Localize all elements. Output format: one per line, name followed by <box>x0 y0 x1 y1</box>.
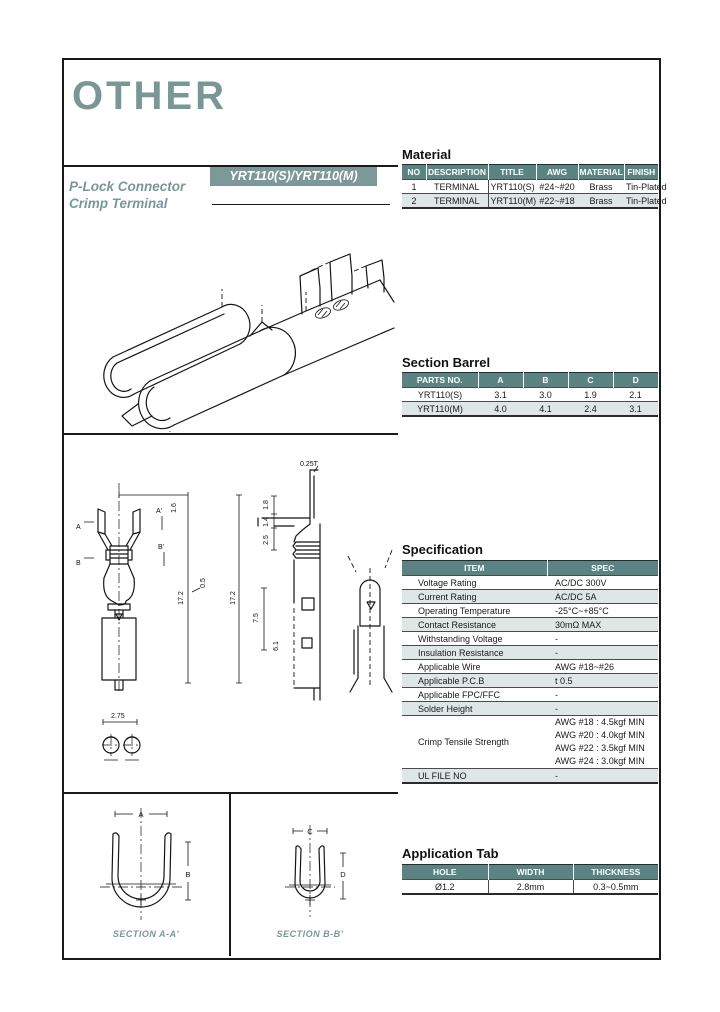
material-header-row <box>402 165 658 180</box>
section-bb-height-letter: D <box>340 870 346 879</box>
material-header-awg: AWG <box>536 165 578 180</box>
cell: YRT110(S) <box>488 180 536 194</box>
section-mark-b-prime: B' <box>158 544 165 551</box>
spec-item: Solder Height <box>402 702 547 716</box>
apptab-header-row <box>402 865 658 880</box>
material-header-material: MATERIAL <box>578 165 624 180</box>
barrel-header-b: B <box>523 373 568 388</box>
part-underline <box>212 204 390 205</box>
spec-item: Applicable FPC/FFC <box>402 688 547 702</box>
cell: 3.1 <box>478 388 523 402</box>
specification-title: Specification <box>402 542 483 557</box>
spec-value: AC/DC 5A <box>547 590 658 604</box>
spec-item: Operating Temperature <box>402 604 547 618</box>
cell: Brass <box>578 180 624 194</box>
spec-row <box>402 604 658 618</box>
spec-value-line: AWG #20 : 4.0kgf MIN <box>555 730 645 740</box>
section-aa-width-letter: A <box>138 810 144 819</box>
barrel-header-d: D <box>613 373 658 388</box>
spec-row <box>402 716 658 769</box>
cell: 2 <box>402 194 426 209</box>
spec-item: UL FILE NO <box>402 769 547 784</box>
spec-value: - <box>547 646 658 660</box>
specification-table <box>402 560 658 784</box>
cell: Tin-Plated <box>624 194 658 209</box>
apptab-row <box>402 880 658 895</box>
section-bb-dims <box>289 828 346 905</box>
spec-row <box>402 674 658 688</box>
product-subtitle <box>69 178 185 212</box>
cell: 1 <box>402 180 426 194</box>
spec-value-line: AWG #24 : 3.0kgf MIN <box>555 756 645 766</box>
category-title: OTHER <box>72 74 227 118</box>
cell: #24~#20 <box>536 180 578 194</box>
apptab-header-hole: HOLE <box>402 865 488 880</box>
section-mark-b: B <box>76 560 81 567</box>
section-bb-label: SECTION B-B' <box>276 929 344 939</box>
apptab-header-width: WIDTH <box>488 865 573 880</box>
spec-item: Voltage Rating <box>402 576 547 590</box>
side-length-dim: 17.2 <box>230 591 237 605</box>
spec-value-line: AWG #22 : 3.5kgf MIN <box>555 743 645 753</box>
dimensioned-views-drawing <box>62 438 398 790</box>
section-aa-shape <box>112 833 171 907</box>
barrel-header-c: C <box>568 373 613 388</box>
spec-item: Crimp Tensile Strength <box>402 716 547 769</box>
spec-row <box>402 769 658 784</box>
cell: Ø1.2 <box>402 880 488 895</box>
crimp-detail-dim: 2.75 <box>111 713 125 720</box>
cell: 0.3~0.5mm <box>573 880 658 895</box>
apptab-header-thickness: THICKNESS <box>573 865 658 880</box>
isometric-terminal-drawing <box>64 218 396 432</box>
spec-value: - <box>547 688 658 702</box>
side-dim-3: 2.5 <box>263 535 270 545</box>
spec-row <box>402 618 658 632</box>
section-aa-height-letter: B <box>185 870 191 879</box>
cell: YRT110(M) <box>402 402 478 417</box>
cell: 3.0 <box>523 388 568 402</box>
front-width-dim: 1.6 <box>171 503 178 513</box>
spec-item: Applicable P.C.B <box>402 674 547 688</box>
spec-value: 30mΩ MAX <box>547 618 658 632</box>
cell: 2.4 <box>568 402 613 417</box>
section-mark-a-prime: A' <box>156 508 163 515</box>
material-header-no: NO <box>402 165 426 180</box>
spec-row <box>402 632 658 646</box>
spec-header-spec: SPEC <box>547 561 658 576</box>
section-aa-label: SECTION A-A' <box>112 929 180 939</box>
spec-value: - <box>547 769 658 784</box>
material-row <box>402 194 658 209</box>
cell: 2.1 <box>613 388 658 402</box>
application-tab-title: Application Tab <box>402 846 499 861</box>
spec-item: Applicable Wire <box>402 660 547 674</box>
cell: TERMINAL <box>426 194 488 209</box>
cell: 2.8mm <box>488 880 573 895</box>
spec-value: - <box>547 702 658 716</box>
side-dim-2: 1.4 <box>263 517 270 527</box>
front-aux-dim: 0.5 <box>200 578 207 588</box>
section-bb-width-letter: C <box>307 827 313 836</box>
section-mark-a: A <box>76 524 81 531</box>
spec-value: AC/DC 300V <box>547 576 658 590</box>
spec-value-multiline <box>547 716 658 769</box>
cell: 4.0 <box>478 402 523 417</box>
spec-item: Current Rating <box>402 590 547 604</box>
material-row <box>402 180 658 194</box>
section-barrel-table <box>402 372 658 417</box>
spec-value: AWG #18~#26 <box>547 660 658 674</box>
cell: YRT110(M) <box>488 194 536 209</box>
spec-row <box>402 646 658 660</box>
barrel-row <box>402 402 658 417</box>
cell: #22~#18 <box>536 194 578 209</box>
cell: 3.1 <box>613 402 658 417</box>
cell: 1.9 <box>568 388 613 402</box>
barrel-row <box>402 388 658 402</box>
spec-row <box>402 590 658 604</box>
section-bb-drawing <box>245 805 375 923</box>
spec-value: -25°C~+85°C <box>547 604 658 618</box>
cell: 4.1 <box>523 402 568 417</box>
front-length-dim: 17.2 <box>178 591 185 605</box>
material-header-title: TITLE <box>488 165 536 180</box>
drawing-divider-upper <box>62 433 398 435</box>
spec-item: Insulation Resistance <box>402 646 547 660</box>
spec-row <box>402 576 658 590</box>
part-number-badge: YRT110(S)/YRT110(M) <box>210 167 377 186</box>
cell: Tin-Plated <box>626 181 667 192</box>
section-barrel-title: Section Barrel <box>402 355 491 370</box>
spec-row <box>402 688 658 702</box>
cell: YRT110(S) <box>402 388 478 402</box>
material-title: Material <box>402 147 452 162</box>
section-aa-drawing <box>70 800 220 925</box>
crimp-detail <box>102 713 141 760</box>
front-view <box>76 483 207 692</box>
spec-value: t 0.5 <box>547 674 658 688</box>
barrel-header-parts: PARTS NO. <box>402 373 478 388</box>
spec-value: - <box>547 632 658 646</box>
spec-item: Withstanding Voltage <box>402 632 547 646</box>
product-subtitle-line2: Crimp Terminal <box>69 196 168 211</box>
spec-header-item: ITEM <box>402 561 547 576</box>
section-bb-shape <box>295 846 325 898</box>
side-thickness-dim: 0.25T <box>300 461 318 468</box>
cell: Brass <box>578 194 624 209</box>
material-table <box>402 164 667 209</box>
side-dim-4: 7.5 <box>253 613 260 623</box>
application-tab-table <box>402 864 658 895</box>
spec-item: Contact Resistance <box>402 618 547 632</box>
terminal-outline <box>104 254 394 432</box>
spec-value-line: AWG #18 : 4.5kgf MIN <box>555 717 645 727</box>
barrel-header-row <box>402 373 658 388</box>
cell: TERMINAL <box>426 180 488 194</box>
product-subtitle-line1: P-Lock Connector <box>69 179 186 194</box>
material-header-description: DESCRIPTION <box>426 165 488 180</box>
side-view <box>230 461 320 700</box>
spec-header-row <box>402 561 658 576</box>
side-dim-5: 6.1 <box>273 641 280 651</box>
spec-row <box>402 702 658 716</box>
spec-row <box>402 660 658 674</box>
material-header-finish: FINISH <box>624 165 658 180</box>
side-dim-1: 1.8 <box>263 500 270 510</box>
barrel-header-a: A <box>478 373 523 388</box>
terminal-hidden-lines <box>222 262 366 322</box>
auxiliary-view <box>348 550 392 692</box>
